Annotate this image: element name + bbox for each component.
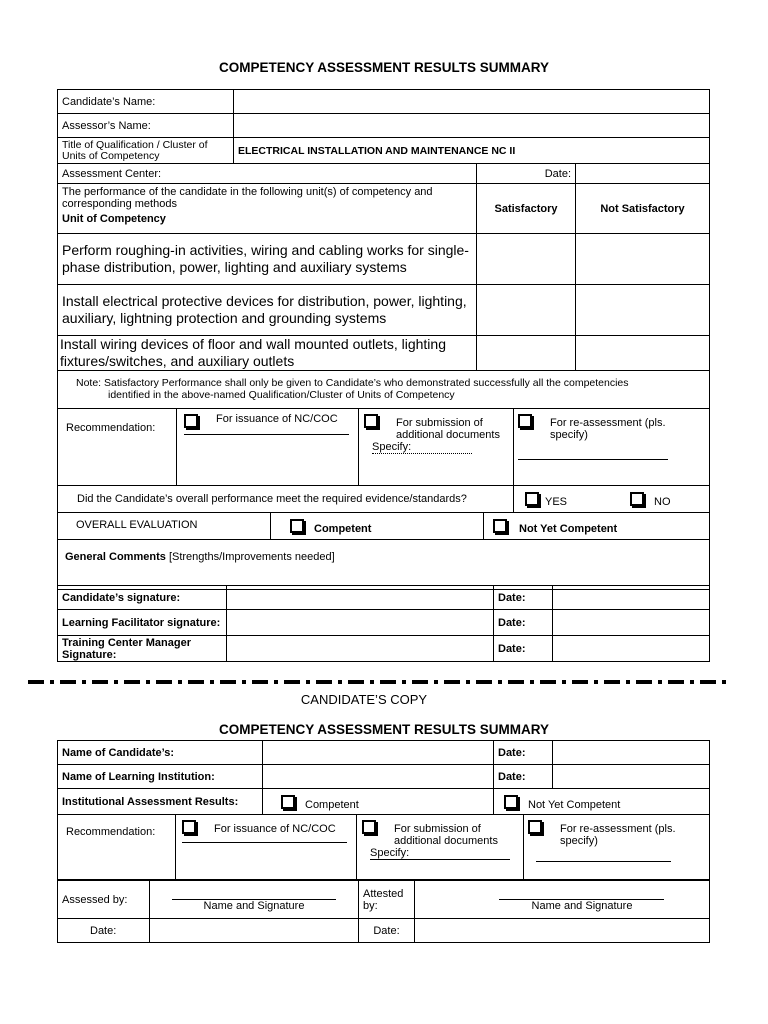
copy-issuance-checkbox-icon[interactable] xyxy=(182,820,196,834)
copy-rec-submission-option[interactable]: For submission of additional documents Specify: xyxy=(362,819,514,860)
not-satisfactory-header: Not Satisfactory xyxy=(576,184,710,234)
facilitator-signature-label: Learning Facilitator signature: xyxy=(58,610,227,636)
overall-evaluation-label: OVERALL EVALUATION xyxy=(76,519,198,531)
copy-recommendation-label: Recommendation: xyxy=(66,826,156,838)
copy-institution-label: Name of Learning Institution: xyxy=(58,765,263,789)
rec-submission-option[interactable]: For submission of additional documents Specify: xyxy=(364,413,504,454)
manager-signature-date-field[interactable] xyxy=(553,636,710,662)
copy-table xyxy=(57,740,710,880)
copy-submission-checkbox-icon[interactable] xyxy=(362,820,376,834)
candidate-signature-label: Candidate’s signature: xyxy=(58,586,227,610)
general-comments-label: General Comments xyxy=(65,551,166,563)
copy-institution-field[interactable] xyxy=(263,765,494,789)
manager-signature-date-label: Date: xyxy=(494,636,553,662)
assessor-name-field[interactable] xyxy=(234,114,710,138)
copy-candidate-name-field[interactable] xyxy=(263,741,494,765)
rec-specify-label: Specify: xyxy=(372,441,412,453)
note-line-2: identified in the above-named Qualification/Cluster of Units of Competency xyxy=(108,388,455,401)
evidence-row xyxy=(58,486,710,513)
copy-recommendation-row xyxy=(58,815,710,880)
candidates-copy-caption: CANDIDATE’S COPY xyxy=(300,692,428,707)
general-comments-hint: [Strengths/Improvements needed] xyxy=(168,551,335,563)
qualification-label: Title of Qualification / Cluster of Units of Competency xyxy=(58,138,234,164)
unit-3: Install wiring devices of floor and wall mounted outlets, lighting fixtures/switches, and auxiliary outlets xyxy=(58,336,477,371)
qualification-value: ELECTRICAL INSTALLATION AND MAINTENANCE NC II xyxy=(234,138,710,164)
note-cell xyxy=(58,371,710,409)
assessed-date-field[interactable] xyxy=(150,919,359,943)
copy-rec-reassessment-option[interactable]: For re-assessment (pls. specify) xyxy=(528,819,678,862)
signature-table xyxy=(57,585,710,662)
unit-3-satisfactory-cell[interactable] xyxy=(477,336,576,371)
attested-by-field[interactable] xyxy=(415,881,710,919)
candidate-signature-date-field[interactable] xyxy=(553,586,710,610)
attested-by-name-signature: Name and Signature xyxy=(531,900,633,912)
no-option[interactable]: NO xyxy=(630,491,671,506)
recommendation-row xyxy=(58,409,710,486)
unit-2-not-satisfactory-cell[interactable] xyxy=(576,285,710,336)
not-yet-competent-option[interactable]: Not Yet Competent xyxy=(493,518,617,533)
copy-institution-date-label: Date: xyxy=(494,765,553,789)
copy-reassessment-line[interactable] xyxy=(536,861,671,862)
overall-evaluation-row xyxy=(58,513,710,540)
assessment-center-label: Assessment Center: xyxy=(58,164,477,184)
copy-rec-specify-label: Specify: xyxy=(370,847,410,859)
form-title: COMPETENCY ASSESSMENT RESULTS SUMMARY xyxy=(218,60,550,75)
assessment-form-table xyxy=(57,89,710,590)
unit-3-not-satisfactory-cell[interactable] xyxy=(576,336,710,371)
not-yet-competent-checkbox-icon[interactable] xyxy=(493,519,507,533)
no-checkbox-icon[interactable] xyxy=(630,492,644,506)
unit-1: Perform roughing-in activities, wiring and cabling works for single-phase distribution, power, lighting and auxiliary systems xyxy=(58,234,477,285)
copy-title: COMPETENCY ASSESSMENT RESULTS SUMMARY xyxy=(218,722,550,737)
unit-2: Install electrical protective devices for distribution, power, lighting, auxiliary, lightning protection and grounding systems xyxy=(58,285,477,336)
reassessment-checkbox-icon[interactable] xyxy=(518,414,532,428)
copy-results-label: Institutional Assessment Results: xyxy=(58,789,263,815)
assessment-date-field[interactable] xyxy=(576,164,710,184)
assessment-date-label: Date: xyxy=(477,164,576,184)
assessed-by-label: Assessed by: xyxy=(58,881,150,919)
assessed-date-label: Date: xyxy=(58,919,150,943)
copy-name-date-label: Date: xyxy=(494,741,553,765)
rec-reassessment-option[interactable]: For re-assessment (pls. specify) xyxy=(518,413,668,460)
copy-candidate-name-label: Name of Candidate’s: xyxy=(58,741,263,765)
candidate-signature-date-label: Date: xyxy=(494,586,553,610)
copy-name-date-field[interactable] xyxy=(553,741,710,765)
unit-of-competency-header: Unit of Competency xyxy=(62,213,166,225)
copy-competent-checkbox-icon[interactable] xyxy=(281,795,295,809)
cut-line-divider xyxy=(28,680,728,684)
attested-by-label: Attested by: xyxy=(359,881,415,919)
copy-competent-option[interactable]: Competent xyxy=(263,789,494,815)
assessed-by-field[interactable] xyxy=(150,881,359,919)
attested-date-label: Date: xyxy=(359,919,415,943)
yes-option[interactable]: YES xyxy=(525,491,567,506)
candidate-signature-field[interactable] xyxy=(227,586,494,610)
general-comments-cell[interactable] xyxy=(58,540,710,590)
facilitator-signature-field[interactable] xyxy=(227,610,494,636)
note-line-1: Note: Satisfactory Performance shall only be given to Candidate’s who demonstrated successfully all the competencies xyxy=(76,377,629,389)
unit-header-cell xyxy=(58,184,477,234)
unit-2-satisfactory-cell[interactable] xyxy=(477,285,576,336)
yes-checkbox-icon[interactable] xyxy=(525,492,539,506)
facilitator-signature-date-field[interactable] xyxy=(553,610,710,636)
manager-signature-label: Training Center Manager Signature: xyxy=(58,636,227,662)
assessor-name-label: Assessor’s Name: xyxy=(58,114,234,138)
performance-intro: The performance of the candidate in the following unit(s) of competency and corresponding methods xyxy=(62,186,433,210)
rec-issuance-option[interactable]: For issuance of NC/COC xyxy=(184,413,349,435)
specify-line[interactable] xyxy=(372,453,472,454)
unit-1-satisfactory-cell[interactable] xyxy=(477,234,576,285)
copy-institution-date-field[interactable] xyxy=(553,765,710,789)
copy-attestation-table xyxy=(57,880,710,943)
competent-option[interactable]: Competent xyxy=(290,518,371,533)
attested-date-field[interactable] xyxy=(415,919,710,943)
satisfactory-header: Satisfactory xyxy=(477,184,576,234)
manager-signature-field[interactable] xyxy=(227,636,494,662)
candidate-name-label: Candidate’s Name: xyxy=(58,90,234,114)
evidence-question: Did the Candidate’s overall performance meet the required evidence/standards? xyxy=(77,493,467,505)
assessed-by-name-signature: Name and Signature xyxy=(203,900,305,912)
unit-1-not-satisfactory-cell[interactable] xyxy=(576,234,710,285)
recommendation-label: Recommendation: xyxy=(66,422,156,434)
copy-not-yet-competent-checkbox-icon[interactable] xyxy=(504,795,518,809)
issuance-checkbox-icon[interactable] xyxy=(184,414,198,428)
copy-specify-line[interactable] xyxy=(370,859,510,860)
copy-reassessment-checkbox-icon[interactable] xyxy=(528,820,542,834)
copy-rec-issuance-option[interactable]: For issuance of NC/COC xyxy=(182,819,347,843)
submission-checkbox-icon[interactable] xyxy=(364,414,378,428)
candidate-name-field[interactable] xyxy=(234,90,710,114)
copy-not-yet-competent-option[interactable]: Not Yet Competent xyxy=(494,789,710,815)
facilitator-signature-date-label: Date: xyxy=(494,610,553,636)
competent-checkbox-icon[interactable] xyxy=(290,519,304,533)
reassessment-line[interactable] xyxy=(518,459,668,460)
